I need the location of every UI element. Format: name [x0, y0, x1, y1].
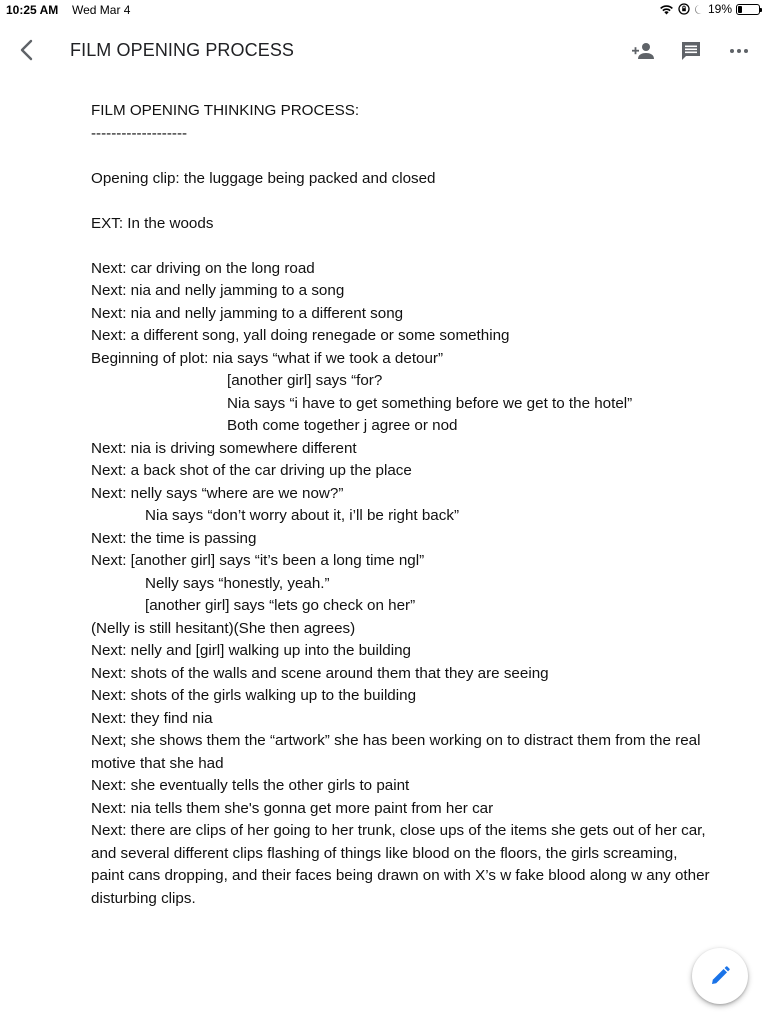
more-options-button[interactable] — [724, 36, 754, 66]
pencil-icon — [710, 966, 730, 986]
doc-line: Next: nia tells them she's gonna get more paint from her car — [91, 799, 494, 817]
doc-line: Next; she shows them the “artwork” she has been working on to distract them from the real motive that she had — [91, 732, 701, 772]
chevron-left-icon — [19, 39, 33, 61]
doc-line: Beginning of plot: nia says “what if we took a detour” — [91, 349, 444, 367]
screen-lock-icon — [678, 3, 690, 15]
doc-line: Next: car driving on the long road — [91, 259, 315, 277]
doc-line: [another girl] says “for? — [227, 372, 383, 389]
wifi-icon — [659, 4, 674, 15]
comment-icon — [680, 40, 702, 62]
status-time: 10:25 AM — [6, 3, 59, 17]
doc-line: Both come together j agree or nod — [227, 417, 458, 434]
doc-line: Next: a different song, yall doing renegade or some something — [91, 327, 510, 344]
more-horizontal-icon — [729, 48, 749, 54]
status-indicators — [659, 2, 760, 16]
back-button[interactable] — [12, 36, 40, 64]
comments-button[interactable] — [676, 36, 706, 66]
app-bar — [0, 24, 768, 76]
doc-rule: ------------------- — [91, 124, 188, 142]
share-button[interactable] — [628, 36, 658, 66]
doc-line: Next: they find nia — [91, 709, 213, 727]
doc-line: Nia says “i have to get something before we get to the hotel” — [227, 394, 633, 412]
doc-line: Next: nia and nelly jamming to a song — [91, 282, 345, 299]
doc-line: Nelly says “honestly, yeah.” — [145, 574, 330, 592]
doc-line: Nia says “don’t worry about it, i’ll be right back” — [145, 507, 459, 524]
doc-line: Next: nia and nelly jamming to a different song — [91, 304, 404, 322]
document-body[interactable] — [91, 100, 711, 910]
doc-line: Next: shots of the walls and scene around them that they are seeing — [91, 664, 549, 682]
battery-percent: 19% — [707, 2, 732, 16]
doc-line: Next: the time is passing — [91, 529, 257, 547]
doc-line: Next: she eventually tells the other girls to paint — [91, 777, 410, 794]
moon-icon — [694, 4, 704, 15]
doc-line: Next: [another girl] says “it’s been a long time ngl” — [91, 552, 425, 569]
doc-line: Opening clip: the luggage being packed and closed — [91, 169, 436, 187]
doc-line: (Nelly is still hesitant)(She then agrees) — [91, 619, 356, 637]
blank-line — [91, 190, 711, 213]
doc-line: Next: a back shot of the car driving up the place — [91, 462, 412, 479]
doc-line: Next: nelly and [girl] walking up into the building — [91, 642, 411, 659]
doc-heading: FILM OPENING THINKING PROCESS: — [91, 102, 360, 119]
battery-icon — [736, 4, 760, 15]
toolbar-actions — [628, 36, 754, 66]
document-title: FILM OPENING PROCESS — [70, 40, 295, 60]
edit-fab-button[interactable] — [692, 948, 748, 1004]
doc-line: EXT: In the woods — [91, 214, 214, 232]
doc-line: Next: nia is driving somewhere different — [91, 439, 357, 457]
status-date: Wed Mar 4 — [72, 3, 131, 17]
blank-line — [91, 235, 711, 258]
blank-line — [91, 145, 711, 168]
add-person-icon — [631, 42, 655, 60]
doc-line: Next: there are clips of her going to her trunk, close ups of the items she gets out of her car, and several different clips flashing of things like blood on the floors, the girls screaming, paint cans dropping, and their faces being drawn on with X’s w fake blood along w any other disturbing clips. — [91, 822, 710, 907]
doc-line: Next: nelly says “where are we now?” — [91, 484, 344, 502]
doc-line: [another girl] says “lets go check on her” — [145, 597, 416, 614]
status-bar — [0, 0, 768, 20]
doc-line: Next: shots of the girls walking up to the building — [91, 687, 417, 704]
